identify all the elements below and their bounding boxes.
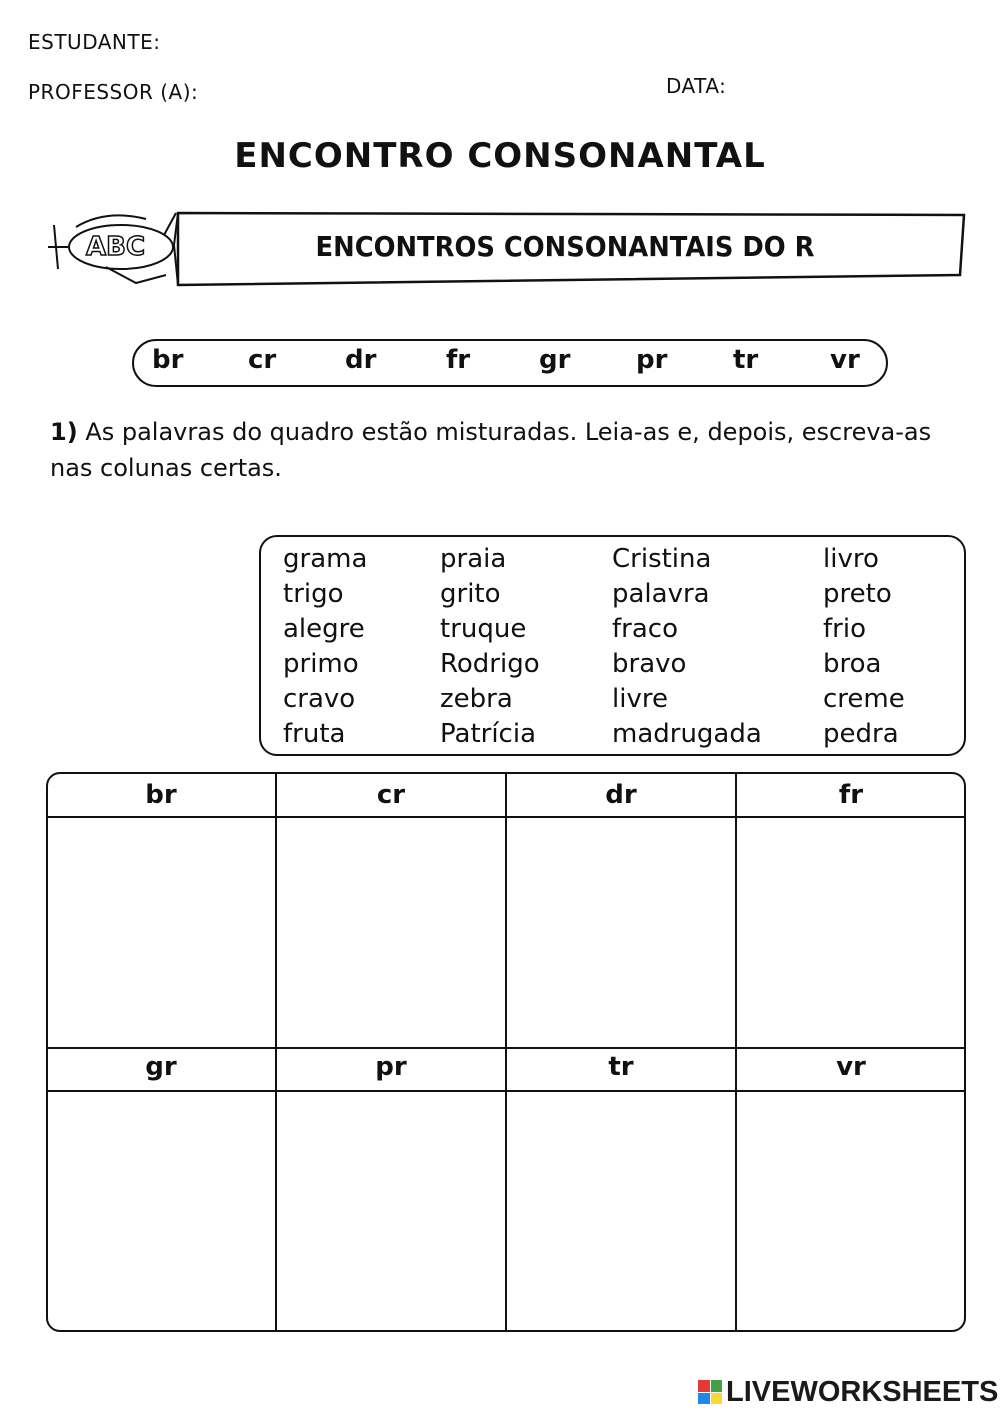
cluster-bar	[132, 339, 888, 387]
word-item: preto	[823, 579, 892, 609]
word-item: fruta	[283, 719, 346, 749]
cluster-item: vr	[830, 345, 860, 375]
cluster-item: tr	[733, 345, 759, 375]
word-item: grama	[283, 544, 368, 574]
word-item: Patrícia	[440, 719, 537, 749]
word-item: Cristina	[612, 544, 712, 574]
cluster-item: cr	[248, 345, 277, 375]
cluster-item: fr	[446, 345, 471, 375]
student-label: ESTUDANTE:	[28, 30, 161, 54]
column-header-cr: cr	[376, 780, 406, 810]
table-divider	[46, 1090, 966, 1092]
banner-text: ENCONTROS CONSONANTAIS DO R	[315, 230, 815, 263]
airplane-abc-icon	[48, 213, 176, 283]
cluster-item: gr	[539, 345, 571, 375]
liveworksheets-watermark	[698, 1375, 998, 1409]
instruction-text: As palavras do quadro estão misturadas. Leia-as e, depois, escreva-as nas colunas certas.	[50, 418, 932, 482]
word-item: trigo	[283, 579, 344, 609]
word-item: praia	[440, 544, 507, 574]
word-item: Rodrigo	[440, 649, 540, 679]
word-item: fraco	[612, 614, 678, 644]
word-item: grito	[440, 579, 501, 609]
word-item: cravo	[283, 684, 356, 714]
column-header-dr: dr	[605, 780, 637, 810]
word-item: zebra	[440, 684, 513, 714]
column-header-gr: gr	[145, 1052, 177, 1082]
word-item: pedra	[823, 719, 899, 749]
column-header-tr: tr	[608, 1052, 634, 1082]
teacher-label: PROFESSOR (A):	[28, 80, 199, 104]
word-item: frio	[823, 614, 866, 644]
column-header-br: br	[145, 780, 177, 810]
word-item: bravo	[612, 649, 687, 679]
word-item: truque	[440, 614, 527, 644]
liveworksheets-logo-icon	[698, 1380, 722, 1404]
column-header-vr: vr	[836, 1052, 866, 1082]
table-divider	[46, 816, 966, 818]
word-item: broa	[823, 649, 882, 679]
word-item: livro	[823, 544, 879, 574]
svg-text:ABC: ABC	[86, 232, 146, 262]
column-header-fr: fr	[838, 780, 864, 810]
table-divider	[46, 1047, 966, 1049]
watermark-text: LIVEWORKSHEETS	[726, 1375, 999, 1408]
word-item: livre	[612, 684, 668, 714]
date-label: DATA:	[666, 74, 727, 98]
page-title: ENCONTRO CONSONANTAL	[234, 136, 766, 176]
cluster-item: pr	[636, 345, 668, 375]
word-item: primo	[283, 649, 359, 679]
column-header-pr: pr	[375, 1052, 407, 1082]
word-item: palavra	[612, 579, 710, 609]
instruction	[50, 414, 970, 486]
word-item: alegre	[283, 614, 365, 644]
cluster-item: dr	[345, 345, 377, 375]
cluster-item: br	[152, 345, 184, 375]
instruction-number: 1)	[50, 418, 78, 446]
word-item: creme	[823, 684, 905, 714]
word-item: madrugada	[612, 719, 762, 749]
